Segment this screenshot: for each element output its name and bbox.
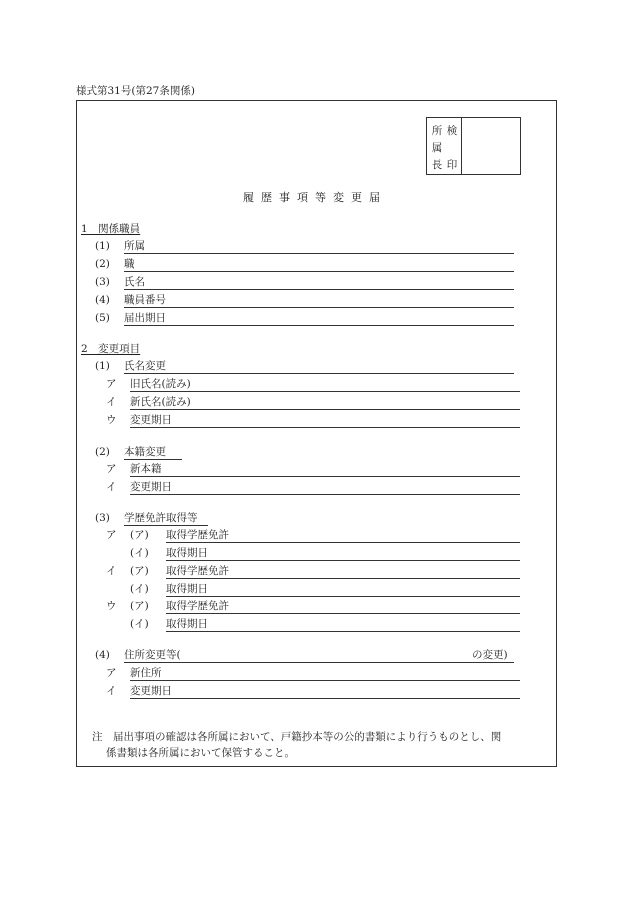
- field-label-affiliation: 所属: [124, 240, 145, 252]
- item-mark: ウ: [106, 414, 117, 426]
- address-change-suffix: の変更): [472, 649, 508, 661]
- item-mark: イ: [106, 396, 117, 408]
- item-number: (3): [95, 276, 110, 288]
- fill-line: [124, 662, 514, 663]
- field-label-change-date: 変更期日: [130, 481, 172, 493]
- subsection-education: 学歴免許取得等: [124, 512, 198, 524]
- form-number: 様式第31号(第27条関係): [76, 85, 195, 97]
- stamp-char: 属: [431, 142, 443, 154]
- stamp-char: [446, 140, 458, 157]
- section-1-heading: 1 関係職員: [81, 223, 141, 235]
- item-mark: ア: [106, 378, 117, 390]
- fill-line: [124, 459, 182, 460]
- field-label-acquired-date: 取得期日: [166, 547, 208, 559]
- fill-line: [166, 631, 520, 632]
- fill-line: [124, 307, 514, 308]
- document-title: 履歴事項等変更届: [243, 191, 387, 204]
- sub-item-number: (イ): [130, 618, 149, 630]
- section-2-heading: 2 変更項目: [81, 343, 141, 355]
- item-mark: イ: [106, 685, 117, 697]
- sub-item-number: (イ): [130, 583, 149, 595]
- item-number: (2): [95, 258, 110, 270]
- fill-line: [166, 578, 520, 579]
- item-number: (4): [95, 294, 110, 306]
- sub-item-number: (ア): [130, 529, 149, 541]
- subsection-name-change: 氏名変更: [124, 360, 166, 372]
- fill-line: [166, 542, 520, 543]
- item-number: (2): [95, 446, 110, 458]
- fill-line: [124, 373, 514, 374]
- sub-item-number: (イ): [130, 547, 149, 559]
- approval-stamp-box: [426, 117, 521, 175]
- fill-line: [124, 289, 514, 290]
- field-label-new-domicile: 新本籍: [130, 463, 162, 475]
- fill-line: [124, 271, 514, 272]
- field-label-name: 氏名: [124, 276, 145, 288]
- field-label-notification-date: 届出期日: [124, 312, 166, 324]
- fill-line: [130, 698, 520, 699]
- fill-line: [130, 680, 520, 681]
- item-number: (4): [95, 649, 110, 661]
- sub-item-number: (ア): [130, 600, 149, 612]
- field-label-new-address: 新住所: [130, 667, 162, 679]
- field-label-new-name: 新氏名(読み): [130, 396, 191, 408]
- item-mark: ウ: [106, 600, 117, 612]
- footnote-line: 係書類は各所属において保管すること。: [106, 747, 295, 759]
- item-mark: イ: [106, 481, 117, 493]
- item-mark: イ: [106, 565, 117, 577]
- field-label-acquired-license: 取得学歴免許: [166, 529, 229, 541]
- stamp-char: 検: [446, 125, 458, 137]
- field-label-change-date: 変更期日: [130, 685, 172, 697]
- fill-line: [130, 476, 520, 477]
- fill-line: [124, 253, 514, 254]
- footnote-line: 注 届出事項の確認は各所属において、戸籍抄本等の公的書類により行うものとし、関: [92, 731, 502, 743]
- subsection-domicile-change: 本籍変更: [124, 446, 166, 458]
- fill-line: [130, 409, 520, 410]
- subsection-address-change: 住所変更等(: [124, 649, 181, 661]
- stamp-char: 所: [431, 125, 443, 137]
- item-mark: ア: [106, 463, 117, 475]
- item-mark: ア: [106, 529, 117, 541]
- fill-line: [130, 427, 520, 428]
- fill-line: [124, 325, 514, 326]
- field-label-acquired-date: 取得期日: [166, 618, 208, 630]
- field-label-position: 職: [124, 258, 135, 270]
- fill-line: [166, 560, 520, 561]
- item-number: (3): [95, 512, 110, 524]
- stamp-label: [427, 118, 462, 174]
- field-label-old-name: 旧氏名(読み): [130, 378, 191, 390]
- item-number: (5): [95, 312, 110, 324]
- item-number: (1): [95, 360, 110, 372]
- sub-item-number: (ア): [130, 565, 149, 577]
- fill-line: [166, 596, 520, 597]
- fill-line: [130, 391, 520, 392]
- stamp-char: 印: [446, 159, 458, 171]
- field-label-acquired-date: 取得期日: [166, 583, 208, 595]
- item-number: (1): [95, 240, 110, 252]
- fill-line: [124, 525, 208, 526]
- field-label-acquired-license: 取得学歴免許: [166, 600, 229, 612]
- item-mark: ア: [106, 667, 117, 679]
- fill-line: [166, 613, 520, 614]
- field-label-change-date: 変更期日: [130, 414, 172, 426]
- footnote: [92, 729, 554, 761]
- stamp-char: 長: [431, 159, 443, 171]
- fill-line: [130, 494, 520, 495]
- field-label-acquired-license: 取得学歴免許: [166, 565, 229, 577]
- field-label-employee-number: 職員番号: [124, 294, 166, 306]
